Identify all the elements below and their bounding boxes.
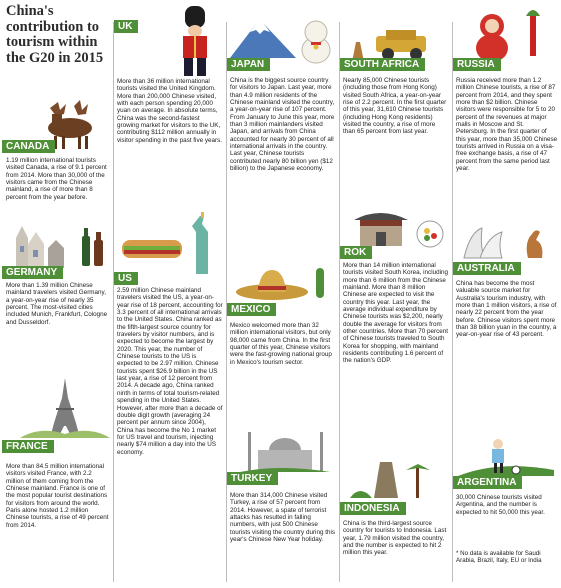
country-text-russia: Russia received more than 1.2 million Chinese tourists, a rise of 87 percent from 2014, and they spent more than $2 billion. Chinese visitors were responsible for 5 to 20 percent of the revenues at major malls in Moscow and St. Petersburg. In the first quarter of this year, more than 35,000 Chinese tourists arrived in Russia on a visa-free exchange basis, a rise of 47 percent from the same period last year.: [456, 77, 558, 173]
country-name: FRANCE: [2, 440, 54, 453]
eiffel-tower-icon: [20, 378, 110, 438]
safari-jeep-icon: [346, 28, 436, 62]
country-banner-indonesia: [340, 502, 406, 515]
country-text-germany: More than 1.39 million Chinese mainland travelers visited Germany, a year-on-year rise of nearly 35 percent. The most-visited cities included Munich, Frankfurt, Cologne and Dusseldorf.: [6, 282, 108, 326]
country-name: SOUTH AFRICA: [340, 58, 425, 71]
country-text-indonesia: China is the third-largest source country for tourists to Indonesia. Last year, 1.79 million visited the country, and the number is expected to hit 2 million this year.: [343, 520, 447, 557]
mount-fuji-icon: [230, 14, 300, 58]
country-banner-uk: [114, 20, 138, 33]
statue-of-liberty-icon: [118, 212, 224, 274]
country-text-us: 2.59 million Chinese mainland travelers visited the US, a year-on-year rise of 18 percent, accounting for 3.3 percent of all international arrivals to the United States. China ranked as the fifth-largest source country for travelers by visitor numbers, and is expected to become the largest by 2020. This year, the number of Chinese tourists to the US is expected to be 2.97 million. Chinese tourists spent $26.9 billion in the US last year, a rise of 12 percent from 2014. A decade ago, China ranked ninth in terms of total tourism-related spending in the United States. However, after more than a decade of double digit growth (averaging 24 percent per annum since 2004), China has become the No 1 market for US travel and tourism, injecting nearly $74 million a day into the US economy.: [117, 287, 223, 456]
football-icon: [458, 430, 554, 476]
country-banner-canada: [2, 140, 55, 153]
country-name: INDONESIA: [340, 502, 406, 515]
country-name: UK: [114, 20, 138, 33]
country-text-france: More than 84.5 million international visitors visited France, with 2.2 million of them coming from the Chinese mainland. France is one of the most popular tourist destinations for visitors from around the world. Paris alone hosted 1.2 million Chinese tourists, a rise of 49 percent from 2014.: [6, 463, 109, 529]
country-name: MEXICO: [227, 303, 276, 316]
country-banner-argentina: [453, 476, 522, 489]
country-text-rok: More than 14 million international tourists visited South Korea, including more than 6 million from the Chinese mainland. More than 8 million Chinese are expected to visit the country this year. Last year, the average individual expenditure by Chinese tourists was $2,200, nearly double the average for visitors from other countries. More than 70 percent of Chinese tourists traveled to South Korea for shopping, with mainland residents contributing 1.6 percent of the nation's GDP.: [343, 262, 449, 365]
country-text-uk: More than 36 million international tourists visited the United Kingdom. More than 200,000 Chinese visited, with each person spending 20,000 yuan on average. In absolute terms, China was the second-fastest growing market for visitors to the UK, contributing $112 million annually in visitor spending in the past five years.: [117, 78, 223, 144]
country-text-canada: 1.19 million international tourists visited Canada, a rise of 9.1 percent from 2014. More than 30,000 of the visitors came from the Chinese mainland, a rise of more than 8 percent from the year before.: [6, 157, 107, 201]
country-name: JAPAN: [227, 58, 270, 71]
divider: [452, 22, 453, 582]
maneki-neko-icon: [298, 18, 334, 64]
divider: [113, 22, 114, 582]
country-banner-us: [114, 272, 138, 285]
opera-house-icon: [458, 218, 554, 262]
temple-icon: [346, 458, 442, 498]
country-banner-france: [2, 440, 54, 453]
country-text-south-africa: Nearly 85,000 Chinese tourists (including those from Hong Kong) visited South Africa, a year-on-year rise of 2.2 percent. In the first quarter of this year, 31,610 Chinese tourists (including Hong Kong residents) visited the country, a rise of more than 65 percent from last year.: [343, 77, 447, 136]
country-name: TURKEY: [227, 472, 278, 485]
country-text-mexico: Mexico welcomed more than 32 million international visitors, but only 98,000 came from China. In the first quarter of this year, Chinese visitors were the fast-growing national group in Mexico's tourism sector.: [230, 322, 332, 366]
country-banner-australia: [453, 262, 521, 275]
matryoshka-icon: [470, 6, 554, 62]
country-name: ARGENTINA: [453, 476, 522, 489]
mosque-icon: [240, 428, 330, 472]
country-name: GERMANY: [2, 266, 63, 279]
country-text-australia: China has become the most valuable source market for Australia's tourism industry, with more than 1 million visitors, a rise of nearly 22 percent from the year before. Chinese visitors spent more than 38 billion yuan in the country, a year-on-year rise of 43 percent.: [456, 280, 557, 339]
country-banner-rok: [340, 246, 372, 259]
country-banner-japan: [227, 58, 270, 71]
country-banner-south-africa: [340, 58, 425, 71]
castle-icon: [6, 218, 110, 268]
country-name: US: [114, 272, 138, 285]
country-text-turkey: More than 314,000 Chinese visited Turkey, a rise of 57 percent from 2014. However, a spate of terrorist attacks has resulted in falling numbers, with just 500 Chinese tourists visiting the country during this year's Chinese New Year holiday.: [230, 492, 335, 544]
country-name: RUSSIA: [453, 58, 501, 71]
page-title: China's contribution to tourism within the G20 in 2015: [6, 3, 104, 66]
divider: [226, 22, 227, 582]
country-banner-russia: [453, 58, 501, 71]
country-text-japan: China is the biggest source country for visitors to Japan. Last year, more than 4.9 million residents of the Chinese mainland visited the country, a year-on-year rise of 107 percent. From January to June this year, more than 3 million mainlanders visited Japan, and arrivals from China accounted for nearly 30 percent of all international arrivals in the country. Last year, Chinese tourists contributed nearly 80 billion yen ($12 billion) to the Japanese economy.: [230, 77, 335, 173]
footnote: * No data is available for Saudi Arabia, Brazil, Italy, EU or India: [456, 550, 542, 565]
country-text-argentina: 30,000 Chinese tourists visited Argentina, and the number is expected to hit 50,000 this year.: [456, 494, 545, 516]
country-name: CANADA: [2, 140, 55, 153]
country-banner-mexico: [227, 303, 276, 316]
country-name: ROK: [340, 246, 372, 259]
divider: [339, 22, 340, 582]
royal-guard-icon: [170, 6, 220, 76]
country-name: AUSTRALIA: [453, 262, 521, 275]
palace-gate-icon: [350, 206, 448, 248]
sombrero-icon: [232, 262, 336, 302]
country-banner-turkey: [227, 472, 278, 485]
country-banner-germany: [2, 266, 63, 279]
